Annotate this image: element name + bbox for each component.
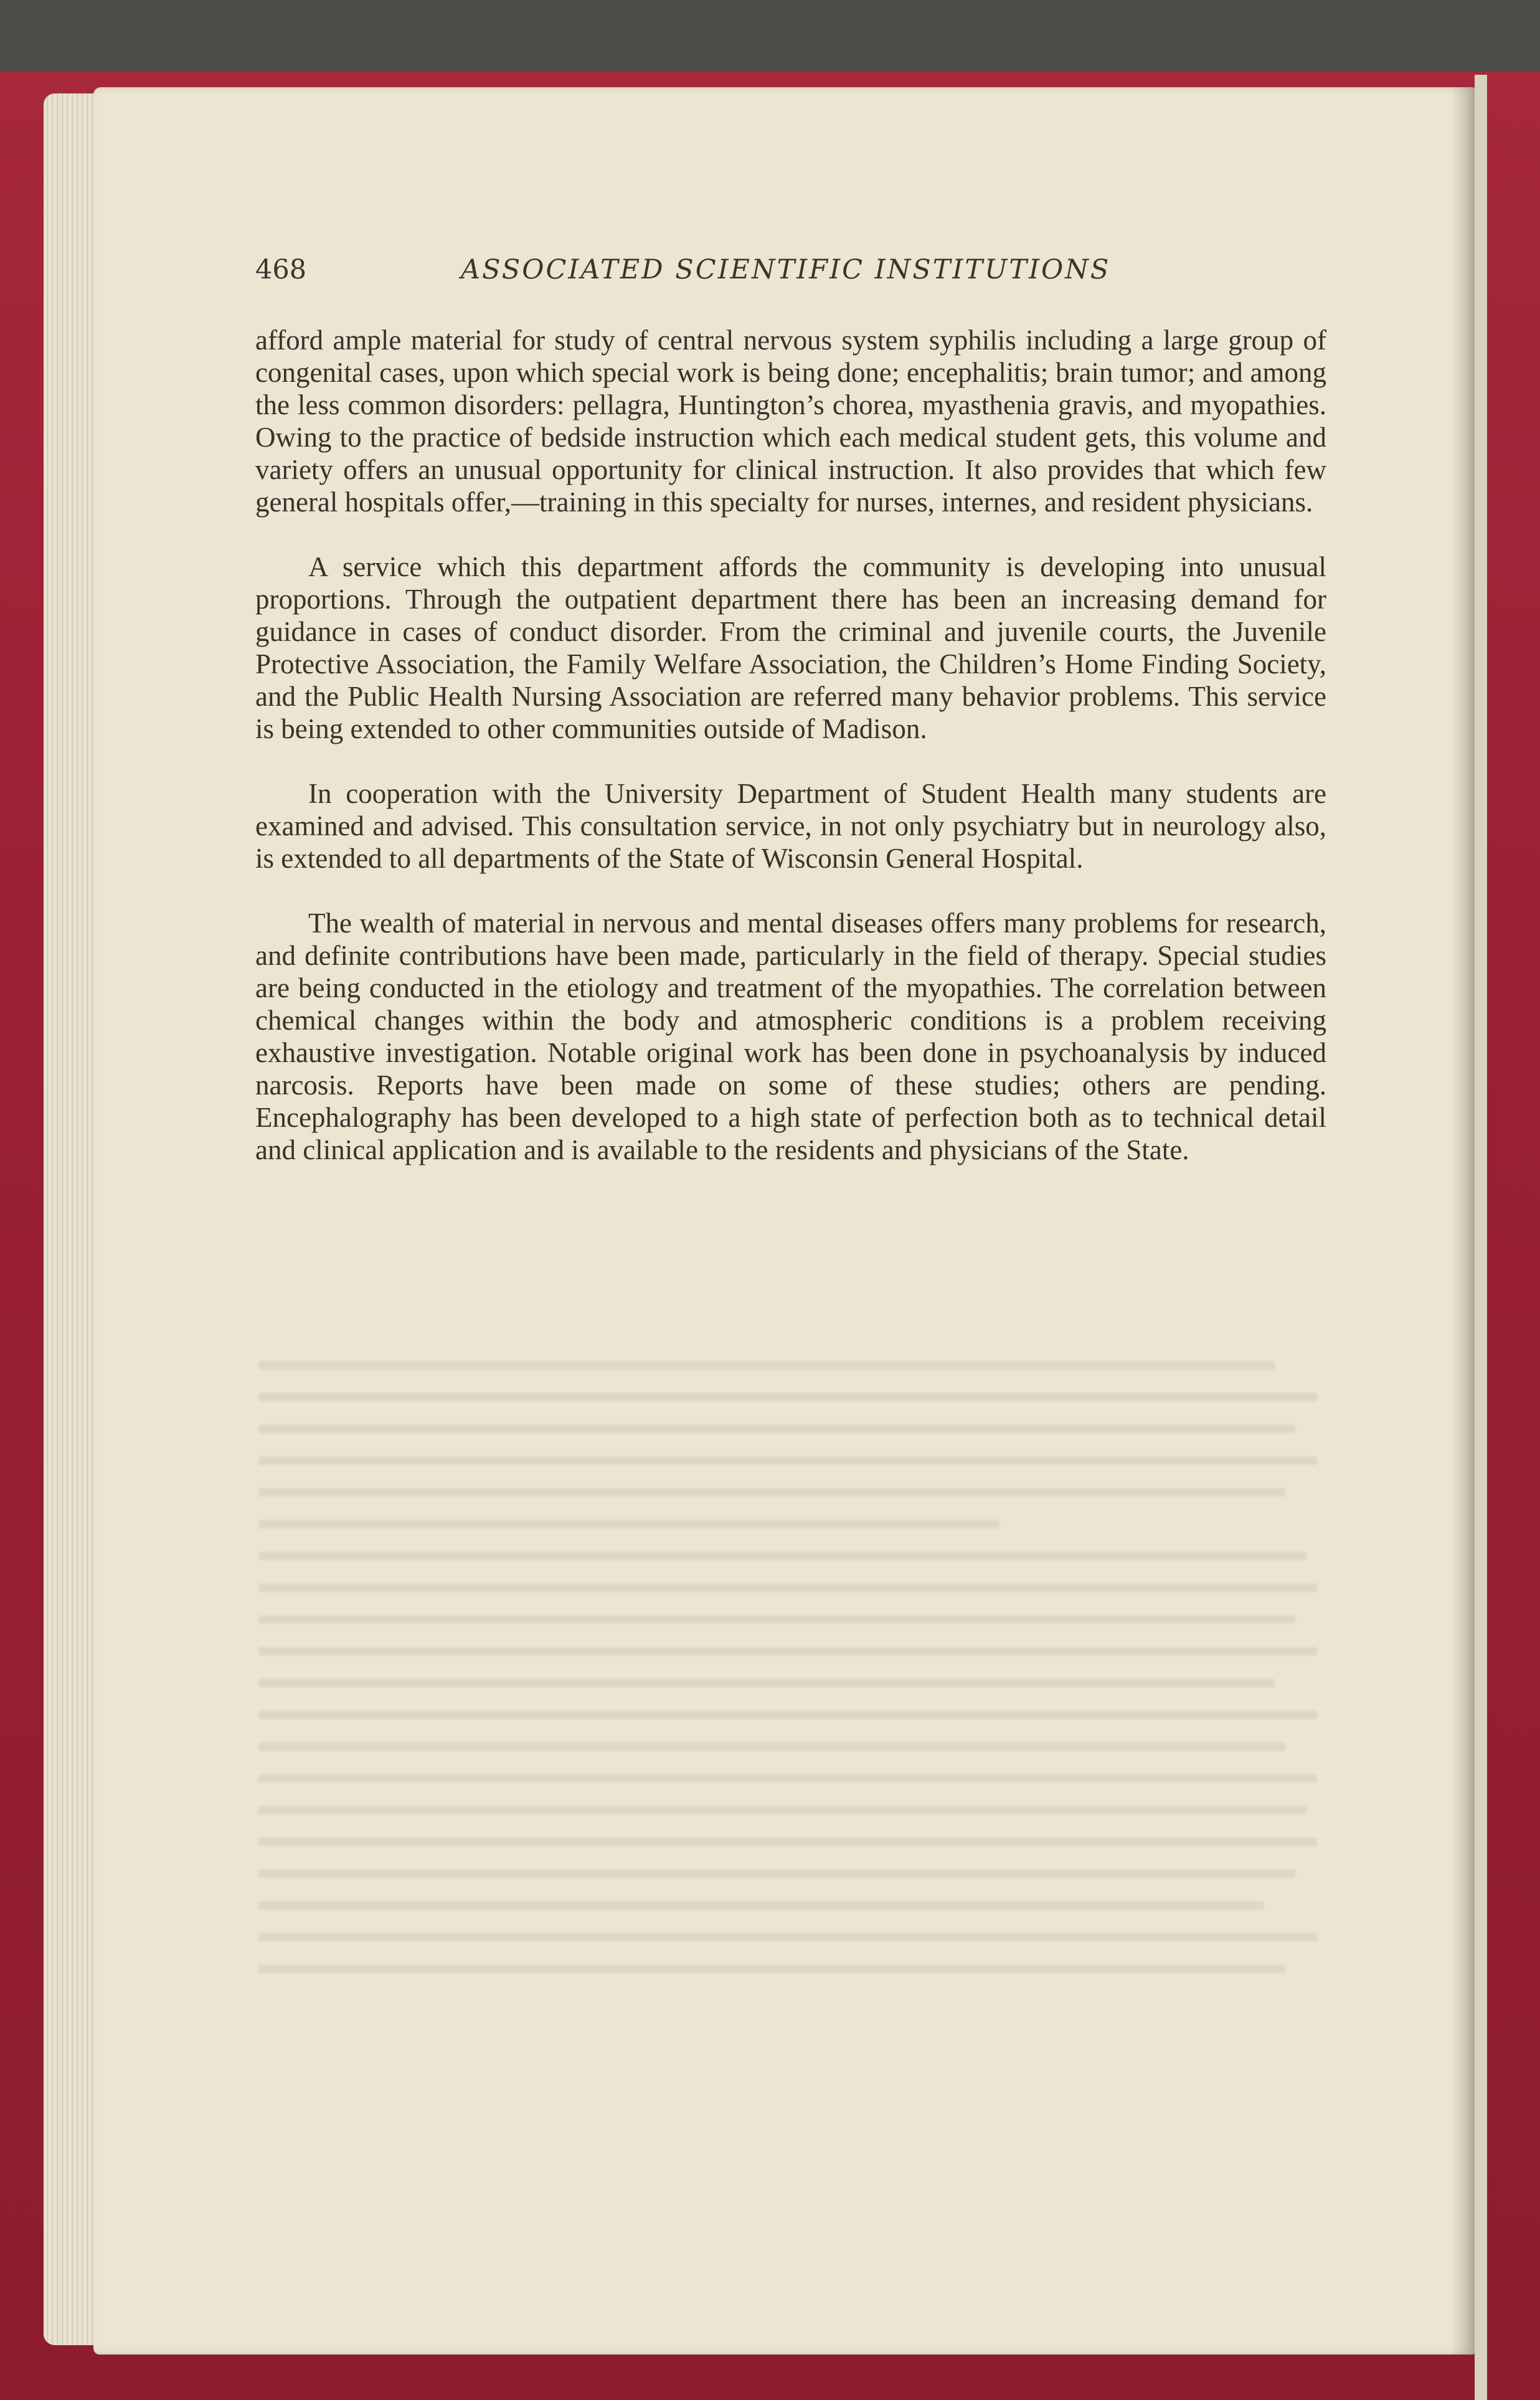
running-head bbox=[255, 254, 1326, 292]
running-title: ASSOCIATED SCIENTIFIC INSTITUTIONS bbox=[461, 254, 1111, 285]
paragraph: In cooperation with the University Department of Student Health many students are examined and advised. This consultation service, in not only psychiatry but in neurology also, is extended to all departments of the State of Wisconsin General Hospital. bbox=[255, 778, 1326, 874]
page-number: 468 bbox=[255, 254, 307, 285]
paragraph: A service which this department affords the community is developing into unusual proportions. Through the outpatient department there has been an increasing demand for guidance in cases of conduct disorder. From the criminal and juvenile courts, the Juvenile Protective Association, the Family Welfare Association, the Children’s Home Finding Society, and the Public Health Nursing Association are referred many behavior problems. This service is being extended to other communities outside of Madison. bbox=[255, 551, 1326, 744]
paragraph: afford ample material for study of central nervous system syphilis including a large group of congenital cases, upon which special work is being done; encephalitis; brain tumor; and among the less common disorders: pellagra, Huntington’s chorea, myasthenia gravis, and myopathies. Owing to the practice of bedside instruction which each medical student gets, this volume and variety offers an unusual opportunity for clinical instruction. It also provides that which few general hospitals offer,—training in this specialty for nurses, internes, and resident physicians. bbox=[255, 325, 1326, 518]
show-through-text bbox=[258, 1361, 1317, 1984]
body-text bbox=[255, 324, 1326, 1166]
paragraph: The wealth of material in nervous and mental diseases offers many problems for research, and definite contributions have been made, particularly in the field of therapy. Special studies are being conducted in the etiology and treatment of the myopathies. The correlation between chemical changes within the body and atmospheric conditions is a problem receiving exhaustive investigation. Notable original work has been done in psychoanalysis by induced narcosis. Reports have been made on some of these studies; others are pending. Encephalography has been developed to a high state of perfection both as to technical detail and clinical application and is available to the residents and physicians of the State. bbox=[255, 908, 1326, 1165]
facing-page-edge bbox=[1475, 75, 1487, 2400]
